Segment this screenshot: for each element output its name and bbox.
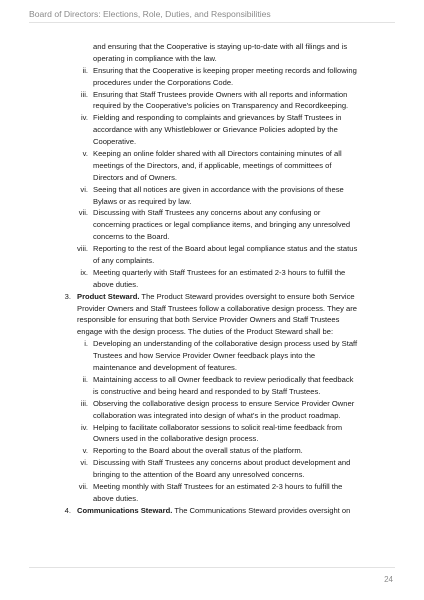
numbered-item-line bbox=[0, 303, 424, 315]
line-text: Fielding and responding to complaints and grievances by Staff Trustees in bbox=[93, 113, 342, 123]
subitem-line bbox=[0, 255, 424, 267]
list-marker: 3. bbox=[64, 291, 71, 301]
list-marker: vii. bbox=[78, 208, 88, 218]
line-text: Observing the collaborative design process to ensure Service Provider Owner bbox=[93, 398, 355, 408]
line-text: Seeing that all notices are given in accordance with the provisions of these bbox=[93, 184, 344, 194]
line-text: accordance with any Whistleblower or Grievance Policies adopted by the bbox=[93, 125, 338, 135]
list-marker: ii. bbox=[82, 65, 88, 75]
line-text: Developing an understanding of the collaborative design process used by Staff bbox=[93, 339, 358, 349]
line-text: meetings of the Directors, and, if applicable, meetings of committees of bbox=[93, 160, 332, 170]
line-text: procedures under the Corporations Code. bbox=[93, 77, 234, 87]
line-text: operating in compliance with the law. bbox=[93, 53, 217, 63]
line-text: Discussing with Staff Trustees any concerns about product development and bbox=[93, 458, 351, 468]
item-title: Communications Steward. bbox=[77, 505, 173, 515]
header-divider bbox=[29, 22, 395, 23]
subitem-line bbox=[0, 481, 424, 493]
subitem-line bbox=[0, 231, 424, 243]
running-header: Board of Directors: Elections, Role, Duties, and Responsibilities bbox=[29, 9, 271, 19]
list-marker: iv. bbox=[80, 422, 88, 432]
line-text: Provider Owners and Staff Trustees follow a collaborative design process. They are bbox=[77, 303, 357, 313]
line-text: maintenance and development of features. bbox=[93, 363, 237, 373]
line-text: Reporting to the rest of the Board about legal compliance status and the status bbox=[93, 244, 358, 254]
subitem-line bbox=[0, 112, 424, 124]
list-marker: iii. bbox=[80, 89, 88, 99]
subitem-line bbox=[0, 350, 424, 362]
page-number: 24 bbox=[384, 575, 393, 584]
subitem-line bbox=[0, 374, 424, 386]
subitem-line bbox=[0, 196, 424, 208]
subitem-line bbox=[0, 422, 424, 434]
line-text: Ensuring that Staff Trustees provide Owners with all reports and information bbox=[93, 89, 348, 99]
subitem-line bbox=[0, 100, 424, 112]
line-text: Maintaining access to all Owner feedback to review periodically that feedback bbox=[93, 374, 354, 384]
list-marker: iii. bbox=[80, 398, 88, 408]
subitem-line bbox=[0, 469, 424, 481]
subitem-line bbox=[0, 53, 424, 65]
document-body bbox=[0, 41, 424, 517]
line-text: Keeping an online folder shared with all Directors containing minutes of all bbox=[93, 149, 342, 159]
item-title: Product Steward. bbox=[77, 291, 140, 301]
numbered-item-line bbox=[0, 291, 424, 303]
subitem-line bbox=[0, 172, 424, 184]
subitem-line bbox=[0, 433, 424, 445]
line-text: required by the Cooperative's policies on Transparency and Recordkeeping. bbox=[93, 101, 349, 111]
line-text: above duties. bbox=[93, 279, 139, 289]
line-text: Owners used in the collaborative design process. bbox=[93, 434, 259, 444]
item-text: The Product Steward provides oversight to ensure both Service bbox=[139, 291, 355, 301]
line-text: responsible for ensuring that both Service Provider Owners and Staff Trustees bbox=[77, 315, 340, 325]
subitem-line bbox=[0, 65, 424, 77]
subitem-line bbox=[0, 279, 424, 291]
list-marker: v. bbox=[82, 446, 88, 456]
list-marker: iv. bbox=[80, 113, 88, 123]
line-text: is constructive and being heard and responded to by Staff Trustees. bbox=[93, 386, 321, 396]
subitem-line bbox=[0, 338, 424, 350]
line-text: Directors and of Owners. bbox=[93, 172, 177, 182]
line-text bbox=[77, 505, 350, 517]
line-text: above duties. bbox=[93, 493, 139, 503]
subitem-line bbox=[0, 89, 424, 101]
line-text: collaboration was integrated into design of what's in the product roadmap. bbox=[93, 410, 341, 420]
line-text: Cooperative. bbox=[93, 137, 137, 147]
list-marker: vi. bbox=[80, 458, 88, 468]
subitem-line bbox=[0, 493, 424, 505]
line-text: Discussing with Staff Trustees any concerns about any confusing or bbox=[93, 208, 321, 218]
subitem-line bbox=[0, 207, 424, 219]
numbered-item-line bbox=[0, 314, 424, 326]
list-marker: viii. bbox=[77, 244, 88, 254]
item-text: The Communications Steward provides oversight on bbox=[172, 505, 351, 515]
numbered-item-line bbox=[0, 505, 424, 517]
line-text: Meeting quarterly with Staff Trustees for an estimated 2-3 hours to fulfill the bbox=[93, 267, 346, 277]
footer-divider bbox=[29, 567, 395, 568]
line-text: Ensuring that the Cooperative is keeping proper meeting records and following bbox=[93, 65, 357, 75]
subitem-line bbox=[0, 77, 424, 89]
line-text: Meeting monthly with Staff Trustees for an estimated 2-3 hours to fulfill the bbox=[93, 481, 343, 491]
list-marker: vi. bbox=[80, 184, 88, 194]
subitem-line bbox=[0, 398, 424, 410]
line-text bbox=[77, 291, 355, 303]
list-marker: 4. bbox=[64, 505, 71, 515]
subitem-line bbox=[0, 362, 424, 374]
subitem-line bbox=[0, 219, 424, 231]
line-text: engage with the design process. The duties of the Product Steward shall be: bbox=[77, 327, 334, 337]
subitem-line bbox=[0, 41, 424, 53]
subitem-line bbox=[0, 148, 424, 160]
list-marker: ii. bbox=[82, 374, 88, 384]
subitem-line bbox=[0, 445, 424, 457]
numbered-item-line bbox=[0, 326, 424, 338]
line-text: of any complaints. bbox=[93, 256, 155, 266]
line-text: Reporting to the Board about the overall status of the platform. bbox=[93, 446, 303, 456]
subitem-line bbox=[0, 267, 424, 279]
subitem-line bbox=[0, 243, 424, 255]
line-text: and ensuring that the Cooperative is staying up-to-date with all filings and is bbox=[93, 42, 348, 51]
subitem-line bbox=[0, 160, 424, 172]
subitem-line bbox=[0, 457, 424, 469]
line-text: Bylaws or as required by law. bbox=[93, 196, 192, 206]
line-text: Trustees and how Service Provider Owner feedback plays into the bbox=[93, 351, 316, 361]
list-marker: ix. bbox=[80, 267, 88, 277]
subitem-line bbox=[0, 184, 424, 196]
line-text: Helping to facilitate collaborator sessions to solicit real-time feedback from bbox=[93, 422, 343, 432]
list-marker: vii. bbox=[78, 481, 88, 491]
subitem-line bbox=[0, 410, 424, 422]
line-text: bringing to the attention of the Board any unresolved concerns. bbox=[93, 470, 305, 480]
list-marker: v. bbox=[82, 149, 88, 159]
subitem-line bbox=[0, 124, 424, 136]
line-text: concerns to the Board. bbox=[93, 232, 170, 242]
list-marker: i. bbox=[84, 339, 88, 349]
subitem-line bbox=[0, 136, 424, 148]
line-text: concerning practices or legal compliance items, and bringing any unresolved bbox=[93, 220, 351, 230]
subitem-line bbox=[0, 386, 424, 398]
